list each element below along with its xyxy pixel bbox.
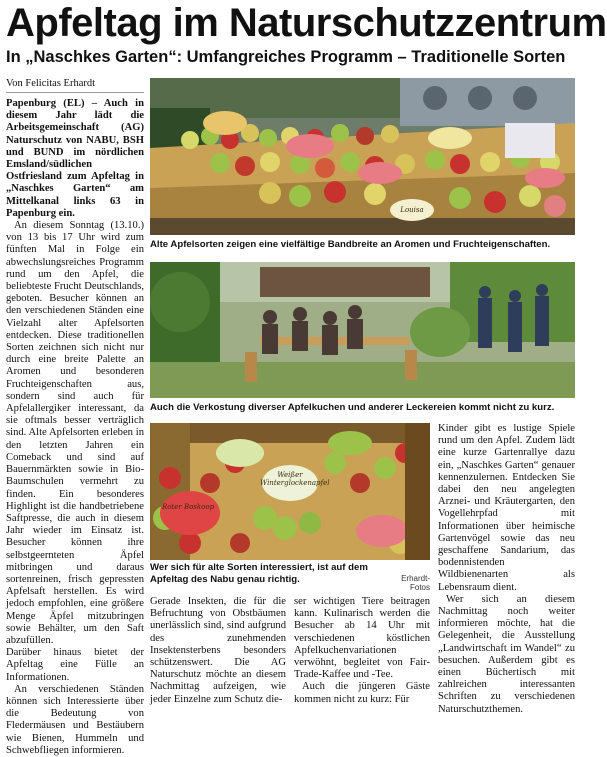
- photo-apple-varieties: [150, 423, 430, 560]
- paragraph: Darüber hinaus bietet der Apfeltag eine Fülle an Informationen.: [6, 647, 144, 683]
- photo-credit: Erhardt-Fotos: [401, 574, 430, 592]
- article-subheadline: In „Naschkes Garten“: Umfangreiches Programm – Traditionelle Sorten: [6, 48, 566, 66]
- byline: Von Felicitas Erhardt: [6, 77, 144, 93]
- photo-3-caption: Wer sich für alte Sorten interessiert, ist auf dem Apfeltag des Nabu genau richtig.: [150, 562, 368, 585]
- paragraph: Wer sich an diesem Nachmittag noch weiter informieren möchte, hat die Gelegenheit, die Ausstellung „Landwirtschaft im Wandel“ zu besuchen. Außerdem gibt es einen Büchertisch mit zahlreichen interessanten Schriften zu verschiedenen Naturschutzthemen.: [438, 593, 575, 715]
- paragraph: An diesem Sonntag (13.10.) von 13 bis 17 Uhr wird zum fünften Mal in Folge ein abwechslungsreiches Programm rund um den Apfel, die beliebteste Frucht Deutschlands, geboten. Besucher können an den verschiedenen Ständen eine Vielzahl alter Apfelsorten entdecken. Diese traditionellen Sorten zeichnen sich nicht nur durch eine breite Palette an Aromen und besonderen Fruchteigenschaften aus, sondern sind auch für Apfelallergiker interessant, da sie oftmals besser verträglich sind. Alte Apfelsorten erleben in den letzten Jahren ein Comeback und sind auf Bauernmärkten sowie in Bio-Baumschulen vermehrt zu finden. Ein besonderes Highlight ist die handbetriebene Saftpresse, die auch in diesem Jahr wieder im Einsatz ist. Besucher können ihre selbstgeernteten Äpfel mitbringen und daraus sortenreinen, frisch gepressten Apfelsaft herstellen. Es wird jedoch empfohlen, eine größere Menge Äpfel mitzubringen sowie Behälter, um den Saft abzufüllen.: [6, 220, 144, 646]
- apple-label-tag: Roter Boskoop: [161, 503, 215, 511]
- apple-varieties-image: [150, 423, 430, 560]
- photo-2-caption: Auch die Verkostung diverser Apfelkuchen und anderer Leckereien kommt nicht zu kurz.: [150, 402, 555, 413]
- apple-label-tag: Weißer Winterglockenapfel: [260, 471, 330, 487]
- lead-paragraph: Papenburg (EL) – Auch in diesem Jahr lädt die Arbeitsgemeinschaft (AG) Naturschutz von NABU, BSH und BUND im nördlichen Emsland/südlichen Ostfriesland zum Apfeltag in „Naschkes Garten“ am Mittelkanal links 63 in Papenburg ein.: [6, 98, 144, 219]
- article-headline: Apfeltag im Naturschutzzentrum: [6, 1, 607, 45]
- apple-display-image: [150, 78, 575, 235]
- paragraph: Gerade Insekten, die für die Befruchtung von Obstbäumen unerlässlich sind, sind aufgrund des zunehmenden Insektensterbens besonders schützenswert. Die AG Naturschutz möchte an diesem Nachmittag aufzeigen, wie jeder Einzelne zum Schutz die-: [150, 596, 286, 705]
- photo-apple-display: [150, 78, 575, 235]
- column-3: [294, 596, 430, 705]
- paragraph: An verschiedenen Ständen können sich Interessierte über die Bedeutung von Fledermäusen und Bestäubern wie Bienen, Hummeln und Schwebfliegen informieren.: [6, 683, 144, 756]
- photo-cake-tasting: [150, 262, 575, 398]
- column-4: [438, 423, 575, 715]
- column-2: [150, 596, 286, 705]
- apple-label-tag: Louisa: [400, 206, 424, 214]
- paragraph: Kinder gibt es lustige Spiele rund um den Apfel. Zudem lädt eine kurze Gartenrallye dazu ein, „Naschkes Garten“ genauer kennenzulernen. Entdecken Sie dabei den neu angelegten Arznei- und Kräutergarten, den Vogellehrpfad mit Informationen über heimische Gartenvögel sowie das neu geschaffene Sandarium, das bodennistenden Wildbienenarten als Lebensraum dient.: [438, 423, 575, 593]
- column-1: [6, 98, 144, 756]
- paragraph: ser wichtigen Tiere beitragen kann. Kulinarisch werden die Besucher ab 14 Uhr mit verschiedenen köstlichen Apfelkuchenvariationen verwöhnt, begleitet von Fair-Trade-Kaffee und -Tee.: [294, 596, 430, 681]
- paragraph: Auch die jüngeren Gäste kommen nicht zu kurz: Für: [294, 681, 430, 705]
- photo-1-caption: Alte Apfelsorten zeigen eine vielfältige Bandbreite an Aromen und Fruchteigenschaften.: [150, 239, 551, 250]
- cake-tasting-image: [150, 262, 575, 398]
